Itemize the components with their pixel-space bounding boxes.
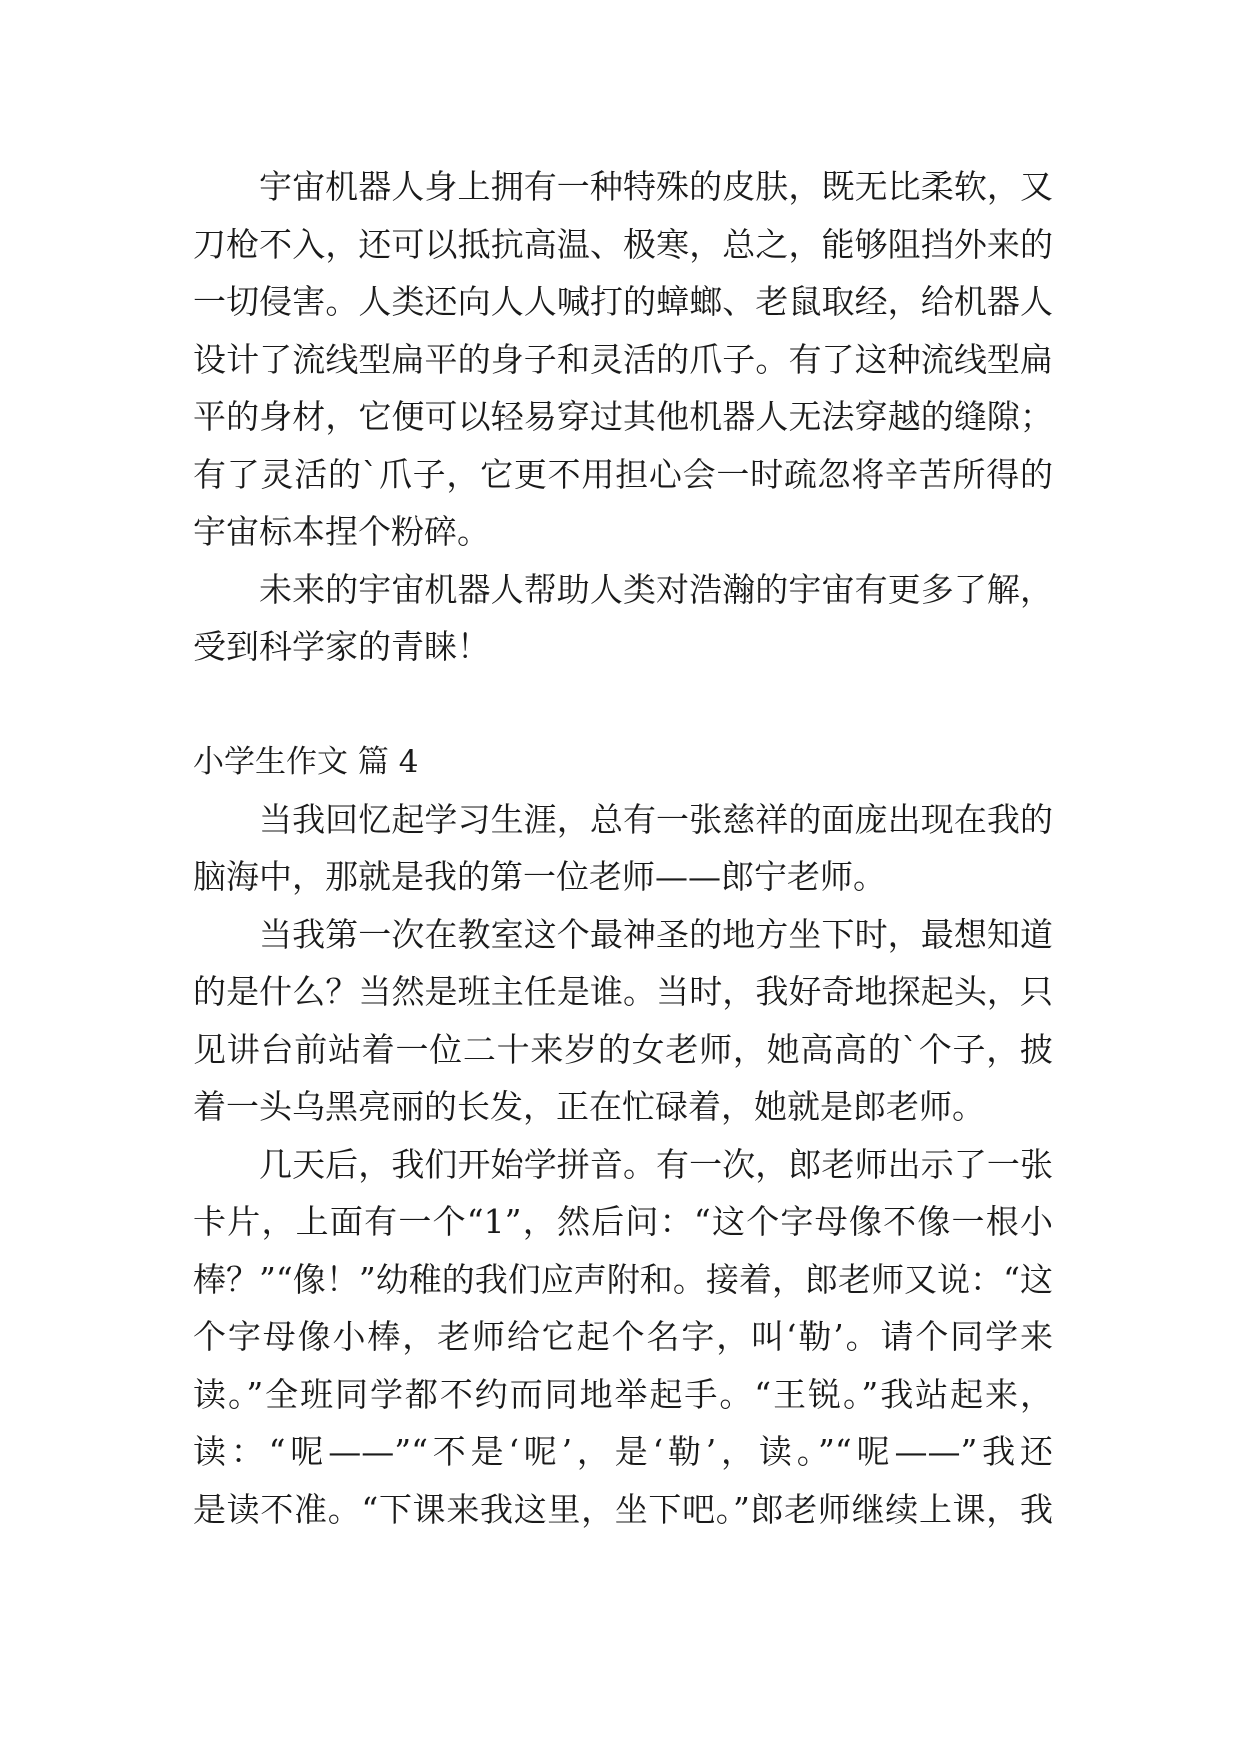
paragraph-line: 平的身材，它便可以轻易穿过其他机器人无法穿越的缝隙； <box>193 397 1053 436</box>
paragraph-line: 当我第一次在教室这个最神圣的地方坐下时，最想知道 <box>259 915 1053 954</box>
paragraph-line: 宇宙标本捏个粉碎。 <box>193 512 490 551</box>
paragraph-line: 的是什么？当然是班主任是谁。当时，我好奇地探起头，只 <box>193 972 1053 1011</box>
paragraph-line: 见讲台前站着一位二十来岁的女老师，她高高的`个子，披 <box>193 1030 1053 1069</box>
paragraph-line: 脑海中，那就是我的第一位老师——郎宁老师。 <box>193 857 886 896</box>
paragraph-line: 设计了流线型扁平的身子和灵活的爪子。有了这种流线型扁 <box>193 340 1053 379</box>
paragraph-line: 个字母像小棒，老师给它起个名字，叫‘勒’。请个同学来 <box>193 1317 1053 1356</box>
paragraph-line: 未来的宇宙机器人帮助人类对浩瀚的宇宙有更多了解， <box>259 570 1053 609</box>
paragraph-line: 是读不准。“下课来我这里，坐下吧。”郎老师继续上课，我 <box>193 1490 1053 1529</box>
paragraph-line: 一切侵害。人类还向人人喊打的蟑螂、老鼠取经，给机器人 <box>193 282 1053 321</box>
paragraph-line: 卡片，上面有一个“1”，然后问：“这个字母像不像一根小 <box>193 1202 1053 1241</box>
paragraph-line: 宇宙机器人身上拥有一种特殊的皮肤，既无比柔软，又 <box>259 167 1053 206</box>
paragraph-line: 受到科学家的青睐！ <box>193 627 490 666</box>
paragraph-line: 当我回忆起学习生涯，总有一张慈祥的面庞出现在我的 <box>259 800 1053 839</box>
paragraph-line: 读。”全班同学都不约而同地举起手。“王锐。”我站起来， <box>193 1375 1053 1414</box>
paragraph-line: 几天后，我们开始学拼音。有一次，郎老师出示了一张 <box>259 1145 1053 1184</box>
paragraph-line: 刀枪不入，还可以抵抗高温、极寒，总之，能够阻挡外来的 <box>193 225 1053 264</box>
paragraph-line: 有了灵活的`爪子，它更不用担心会一时疏忽将辛苦所得的 <box>193 455 1053 494</box>
paragraph-line: 棒？”“像！”幼稚的我们应声附和。接着，郎老师又说：“这 <box>193 1260 1053 1299</box>
section-heading: 小学生作文 篇 4 <box>193 744 419 780</box>
paragraph-line: 着一头乌黑亮丽的长发，正在忙碌着，她就是郎老师。 <box>193 1087 985 1126</box>
paragraph-line: 读：“呢——”“不是‘呢’，是‘勒’，读。”“呢——”我还 <box>193 1432 1053 1471</box>
